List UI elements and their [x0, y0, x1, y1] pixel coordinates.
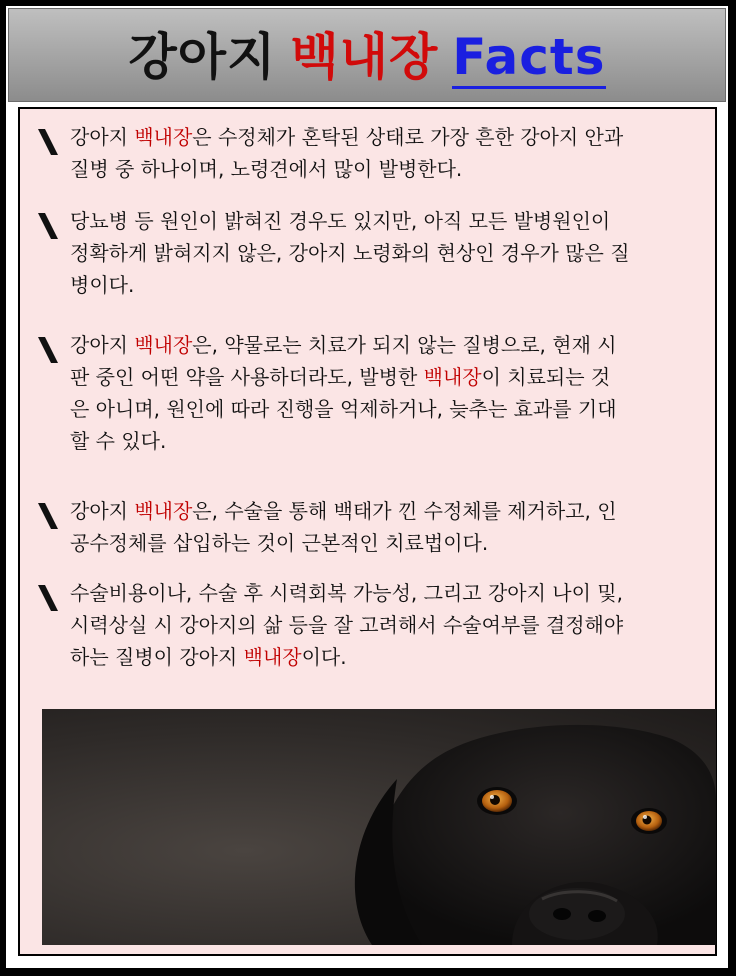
fact-line — [70, 269, 705, 301]
fact-line — [70, 121, 705, 153]
fact-line — [70, 361, 705, 393]
fact-line — [70, 205, 705, 237]
fact-segment: 하는 질병이 강아지 — [70, 645, 244, 669]
fact-segment: 시력상실 시 강아지의 삶 등을 잘 고려해서 수술여부를 결정해야 — [70, 613, 624, 637]
dog-illustration — [42, 709, 716, 945]
highlight-term: 백내장 — [134, 499, 193, 523]
fact-segment: 수술비용이나, 수술 후 시력회복 가능성, 그리고 강아지 나이 및, — [70, 581, 623, 605]
highlight-term: 백내장 — [134, 125, 193, 149]
fact-line — [70, 577, 705, 609]
bullet-icon — [36, 583, 60, 613]
fact-segment: 은 아니며, 원인에 따라 진행을 억제하거나, 늦추는 효과를 기대 — [70, 397, 617, 421]
fact-segment: 할 수 있다. — [70, 429, 167, 453]
title-part-cataract: 백내장 — [290, 28, 439, 86]
fact-segment: 당뇨병 등 원인이 밝혀진 경우도 있지만, 아직 모든 발병원인이 — [70, 209, 611, 233]
title-part-facts: Facts — [452, 28, 605, 89]
fact-text — [70, 495, 705, 559]
fact-text — [70, 577, 705, 673]
fact-text — [70, 121, 705, 185]
fact-line — [70, 609, 705, 641]
fact-segment: 강아지 — [70, 125, 135, 149]
fact-segment: 은, 약물로는 치료가 되지 않는 질병으로, 현재 시 — [192, 333, 617, 357]
bullet-icon — [36, 127, 60, 157]
fact-text — [70, 205, 705, 301]
fact-line — [70, 495, 705, 527]
bullet-icon — [36, 501, 60, 531]
highlight-term: 백내장 — [243, 645, 302, 669]
highlight-term: 백내장 — [423, 365, 482, 389]
fact-line — [70, 329, 705, 361]
fact-segment: 강아지 — [70, 499, 135, 523]
title-part-dog: 강아지 — [128, 28, 277, 86]
fact-segment: 이 치료되는 것 — [481, 365, 611, 389]
fact-segment: 은, 수술을 통해 백태가 낀 수정체를 제거하고, 인 — [192, 499, 617, 523]
fact-segment: 은 수정체가 혼탁된 상태로 가장 흔한 강아지 안과 — [192, 125, 624, 149]
fact-line — [70, 393, 705, 425]
title-banner — [8, 8, 726, 102]
fact-line — [70, 641, 705, 673]
fact-segment: 병이다. — [70, 273, 135, 297]
fact-line — [70, 527, 705, 559]
fact-segment: 정확하게 밝혀지지 않은, 강아지 노령화의 현상인 경우가 많은 질 — [70, 241, 630, 265]
fact-text — [70, 329, 705, 457]
fact-line — [70, 153, 705, 185]
fact-segment: 판 중인 어떤 약을 사용하더라도, 발병한 — [70, 365, 424, 389]
page-frame — [6, 6, 728, 968]
bullet-icon — [36, 335, 60, 365]
page-title — [9, 27, 725, 87]
fact-segment: 공수정체를 삽입하는 것이 근본적인 치료법이다. — [70, 531, 489, 555]
fact-line — [70, 425, 705, 457]
fact-segment: 이다. — [301, 645, 347, 669]
fact-line — [70, 237, 705, 269]
facts-panel — [18, 107, 717, 956]
highlight-term: 백내장 — [134, 333, 193, 357]
fact-segment: 질병 중 하나이며, 노령견에서 많이 발병한다. — [70, 157, 463, 181]
bullet-icon — [36, 211, 60, 241]
fact-segment: 강아지 — [70, 333, 135, 357]
dog-photo — [42, 709, 716, 945]
